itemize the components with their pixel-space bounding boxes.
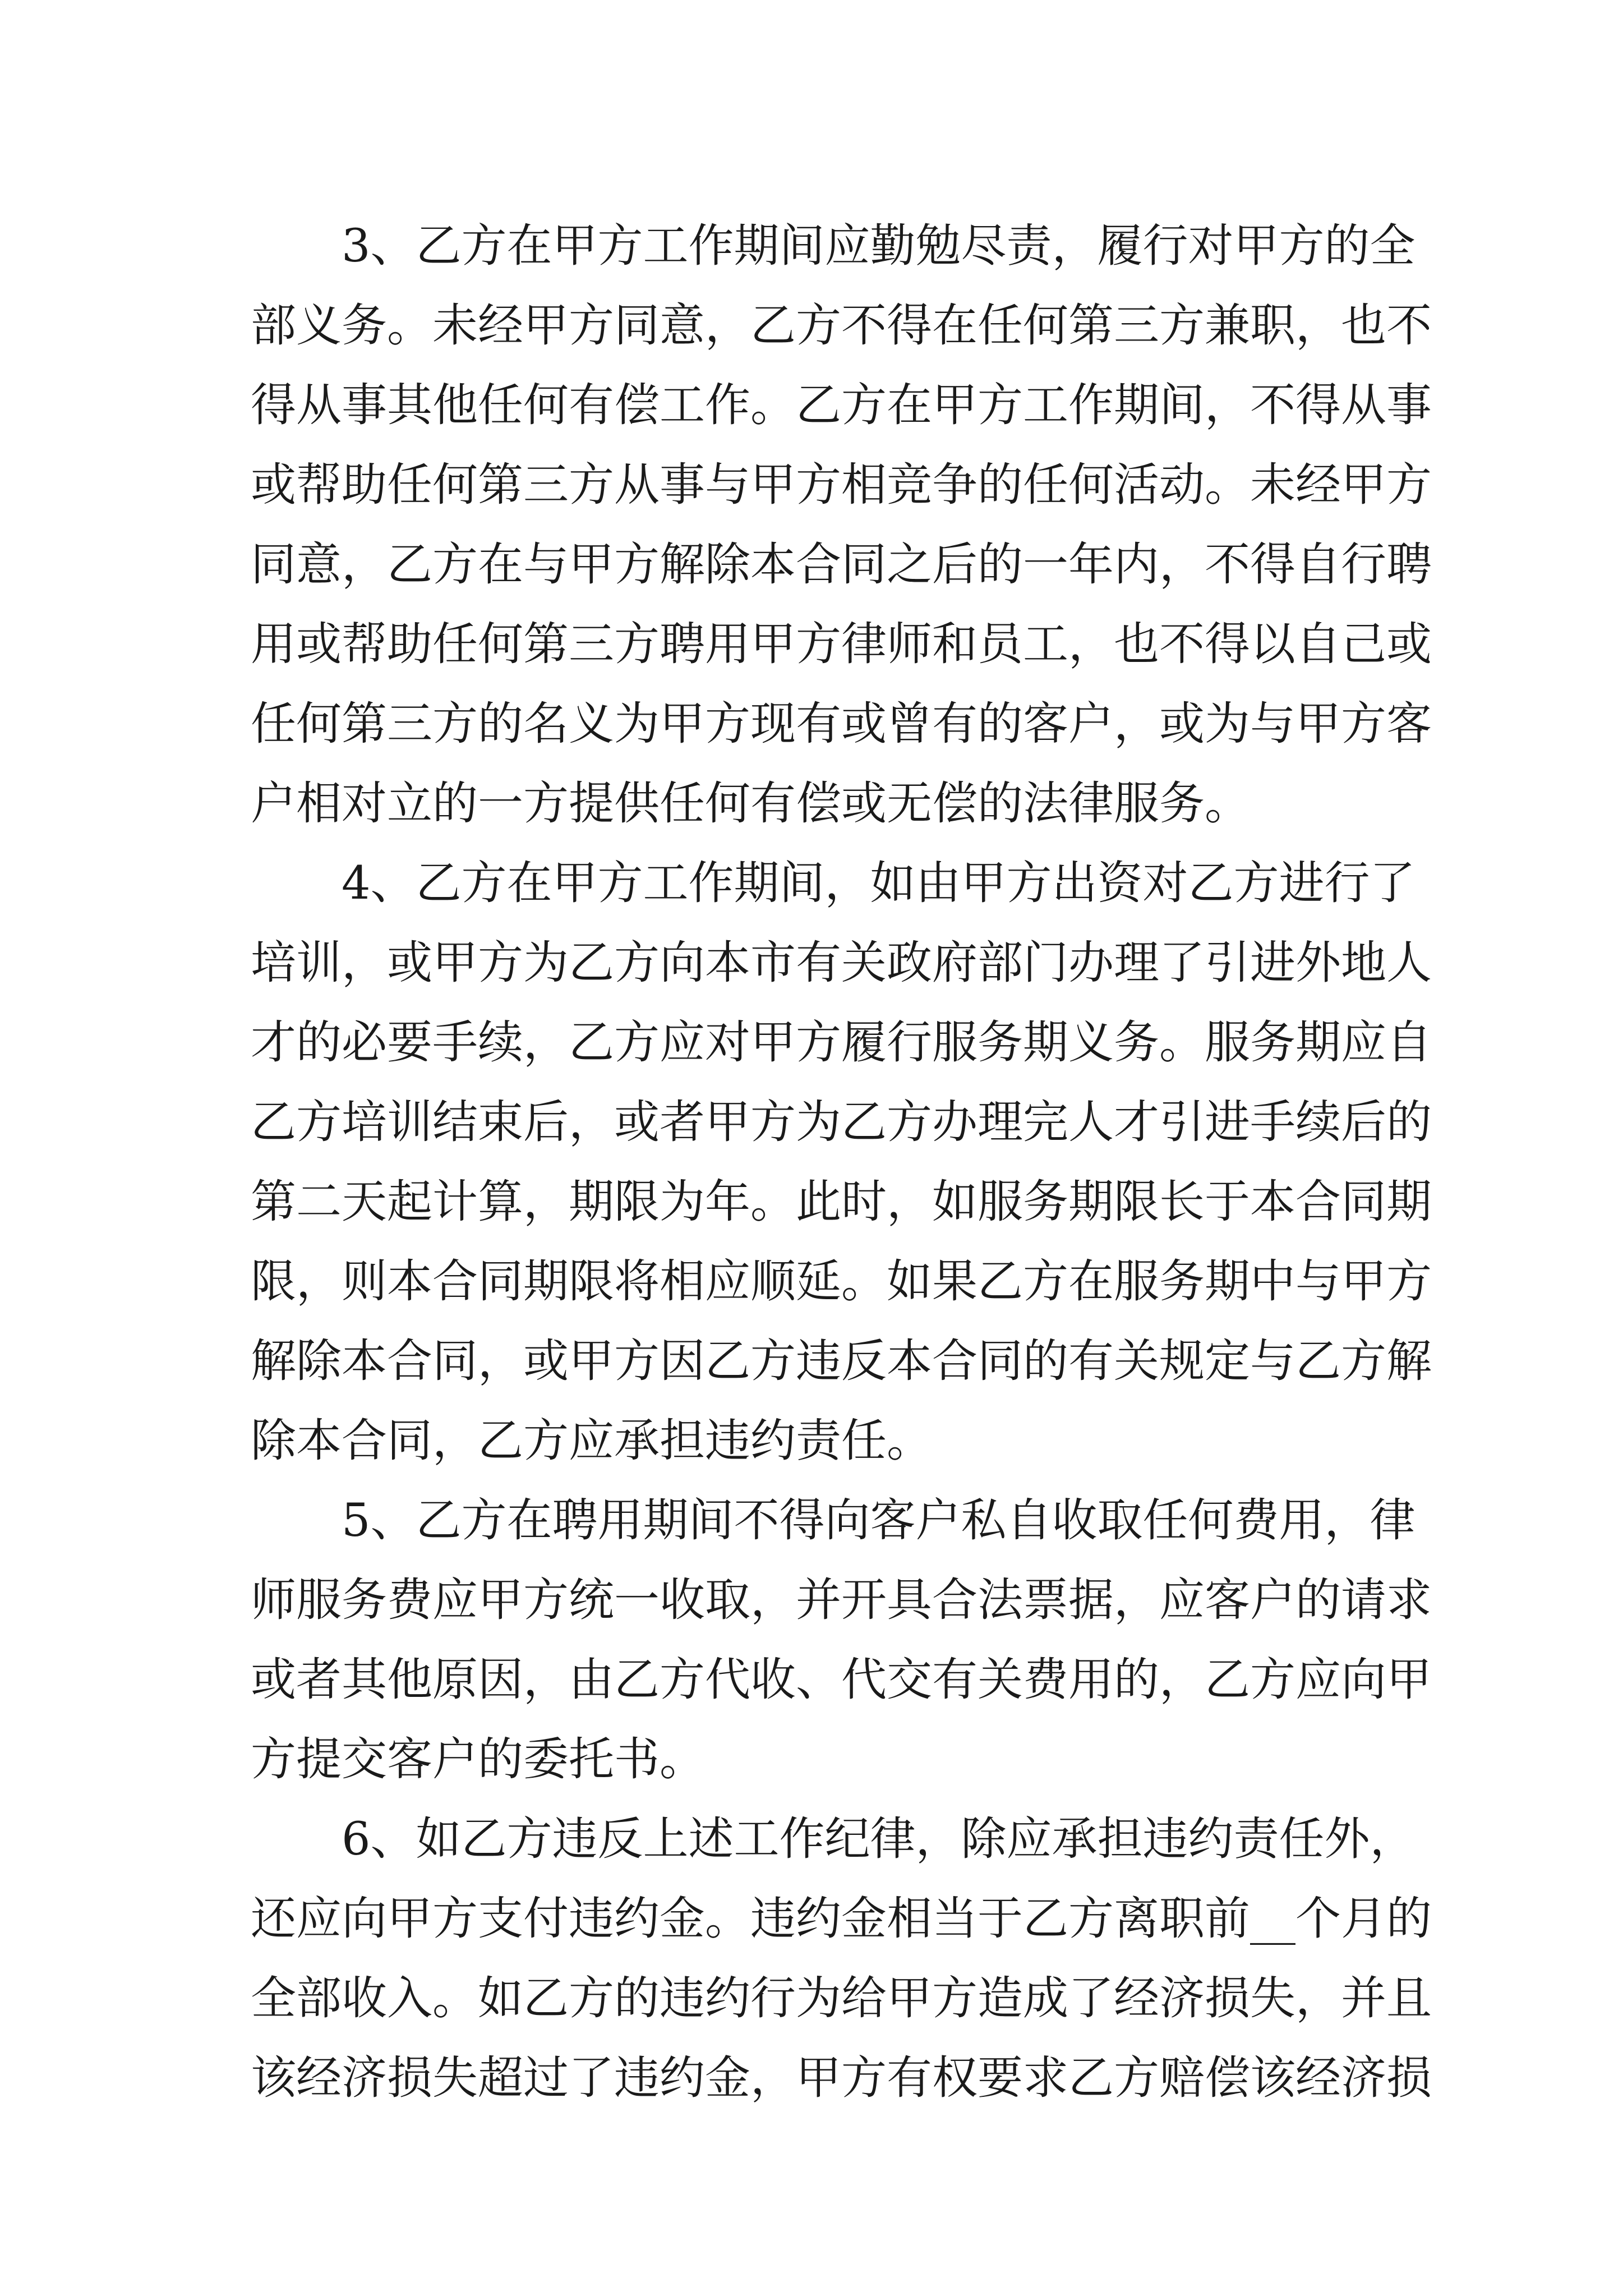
text-line: 户相对立的一方提供任何有偿或无偿的法律服务。: [251, 777, 1251, 830]
text-line: 师服务费应甲方统一收取，并开具合法票据，应客户的请求: [251, 1574, 1432, 1627]
text-line: 方提交客户的委托书。: [251, 1733, 706, 1786]
text-line: 第二天起计算，期限为年。此时，如服务期限长于本合同期: [251, 1176, 1432, 1228]
contract-text: [251, 206, 1432, 2118]
text-line: 培训，或甲方为乙方向本市有关政府部门办理了引进外地人: [251, 937, 1432, 990]
text-line: 解除本合同，或甲方因乙方违反本合同的有关规定与乙方解: [251, 1335, 1432, 1388]
text-line: 4、乙方在甲方工作期间，如由甲方出资对乙方进行了: [342, 857, 1415, 910]
text-line: 才的必要手续，乙方应对甲方履行服务期义务。服务期应自: [251, 1016, 1432, 1069]
clause-4: [251, 844, 1432, 1481]
clause-3: [251, 206, 1432, 844]
text-line: 或帮助任何第三方从事与甲方相竞争的任何活动。未经甲方: [251, 459, 1432, 512]
clause-6: [251, 1800, 1432, 2118]
text-line: 部义务。未经甲方同意，乙方不得在任何第三方兼职，也不: [251, 300, 1432, 352]
text-line: 除本合同，乙方应承担违约责任。: [251, 1415, 933, 1467]
text-line: 用或帮助任何第三方聘用甲方律师和员工，也不得以自己或: [251, 618, 1432, 671]
text-line: 6、如乙方违反上述工作纪律，除应承担违约责任外，: [342, 1813, 1415, 1866]
text-line: 或者其他原因，由乙方代收、代交有关费用的，乙方应向甲: [251, 1654, 1432, 1706]
text-line: 3、乙方在甲方工作期间应勤勉尽责，履行对甲方的全: [342, 220, 1415, 273]
text-line: 同意，乙方在与甲方解除本合同之后的一年内，不得自行聘: [251, 539, 1432, 591]
text-line: 限，则本合同期限将相应顺延。如果乙方在服务期中与甲方: [251, 1255, 1432, 1308]
text-line: 乙方培训结束后，或者甲方为乙方办理完人才引进手续后的: [251, 1096, 1432, 1149]
text-line: 得从事其他任何有偿工作。乙方在甲方工作期间，不得从事: [251, 379, 1432, 432]
text-line: 5、乙方在聘用期间不得向客户私自收取任何费用，律: [342, 1494, 1415, 1547]
text-line: 全部收入。如乙方的违约行为给甲方造成了经济损失，并且: [251, 1972, 1432, 2025]
text-line: 任何第三方的名义为甲方现有或曾有的客户，或为与甲方客: [251, 698, 1432, 751]
text-line: 还应向甲方支付违约金。违约金相当于乙方离职前__个月的: [251, 1893, 1432, 1945]
text-line: 该经济损失超过了违约金，甲方有权要求乙方赔偿该经济损: [251, 2052, 1432, 2105]
clause-5: [251, 1481, 1432, 1800]
